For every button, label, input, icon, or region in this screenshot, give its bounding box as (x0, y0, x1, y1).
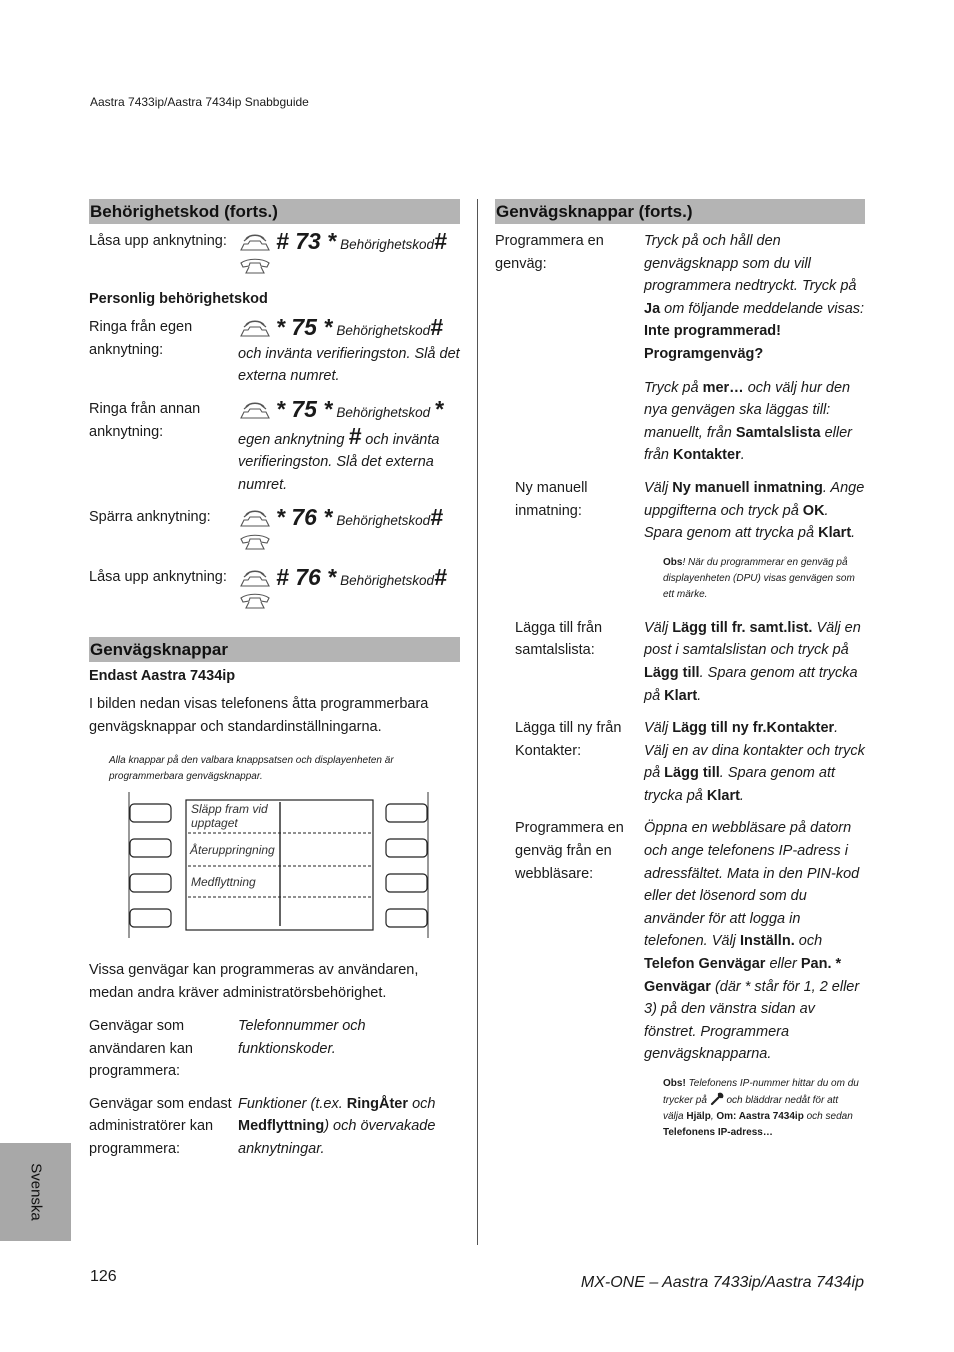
row-label: Låsa upp anknytning: (89, 233, 227, 249)
bold-text: Pan. * Genvägar (644, 956, 842, 995)
phone-on-hook-icon (238, 533, 272, 551)
message-text: Inte programmerad! Programgenväg? (644, 323, 781, 362)
row-label: Genvägar som endast administratörer kan programmera: (89, 1095, 232, 1157)
display-label-slapp: Släpp fram vid upptaget (191, 802, 268, 830)
text: Välj (644, 720, 669, 737)
text: Välj (644, 479, 669, 496)
left-column-bottom (89, 959, 460, 1161)
bold-text: RingÅter (346, 1095, 409, 1112)
row-value (238, 506, 460, 555)
row-text2: och invänta verifieringston. Slå det externa numret. (238, 431, 440, 493)
note-text: , (710, 1111, 714, 1122)
row-label: Programmera en genväg från en webbläsare: (515, 820, 624, 882)
code-prefix: * 76 * (276, 504, 333, 531)
code-prefix: # 76 * (276, 563, 337, 590)
page-number: 126 (90, 1268, 117, 1285)
section-title-genvagsknappar-forts: Genvägsknappar (forts.) (495, 199, 865, 224)
text: . (740, 447, 745, 464)
left-key-1 (130, 804, 171, 822)
bold-text: Lägg till fr. samt.list. (672, 619, 813, 636)
code-end-2: # (348, 422, 362, 449)
code-prefix: * 75 * (276, 395, 333, 422)
language-tab (0, 1143, 71, 1241)
text: Tryck på och håll den genvägsknapp som du vill programmera nedtryckt. Tryck på (644, 233, 857, 295)
row-value (644, 230, 865, 467)
text: ) och övervakade anknytningar. (238, 1118, 436, 1157)
row-label: Lägga till ny från Kontakter: (515, 720, 622, 759)
after-paragraph: Vissa genvägar kan programmeras av användaren, medan andra kräver administratörsbehörighet. (89, 962, 419, 1001)
row-fran-webblasare (495, 817, 865, 1141)
row-value (238, 230, 460, 279)
phone-off-hook-icon (238, 510, 272, 528)
text: Öppna en webbläsare på datorn och ange telefonens IP-adress i adressfältet. Mata in den PIN-kod eller det lösenord som du använder för att logga in telefonen. Välj (644, 820, 860, 950)
text: . (851, 525, 856, 542)
shortcut-keys-diagram (128, 792, 433, 945)
code-prefix: # 73 * (276, 228, 337, 254)
text: och (798, 933, 823, 950)
row-fran-samtalslista (495, 617, 865, 707)
text: eller (769, 956, 797, 973)
phone-off-hook-icon (238, 320, 272, 338)
note-bold: Hjälp (686, 1111, 711, 1122)
row-label: Låsa upp anknytning: (89, 568, 227, 585)
row-lasa-upp-1 (89, 230, 460, 279)
text: . Ange uppgifterna och tryck på (644, 479, 865, 519)
phone-off-hook-icon (238, 234, 272, 252)
text: . Spara genom att trycka på (644, 664, 858, 704)
text: . (739, 787, 744, 804)
row-admin-programmable (89, 1093, 460, 1161)
wrench-icon (710, 1092, 724, 1106)
web-note (644, 1076, 865, 1141)
code-end: # (430, 504, 443, 531)
code-prefix: * 75 * (276, 314, 333, 341)
row-label: Ringa från egen anknytning: (89, 319, 193, 358)
text: och (412, 1095, 436, 1112)
display-label-ateruppringning: Återuppringning (190, 843, 275, 857)
display-label-medflyttning: Medflyttning (191, 875, 256, 889)
code-end: # (430, 314, 443, 341)
code-end: # (434, 563, 447, 590)
right-key-4 (386, 909, 427, 927)
text: . (697, 687, 702, 704)
left-key-4 (130, 909, 171, 927)
text: eller från (644, 424, 852, 464)
code-end: # (434, 228, 447, 254)
paragraph-2 (644, 377, 865, 467)
bold-text: OK (802, 502, 825, 519)
intro-paragraph: I bilden nedan visas telefonens åtta programmerbara genvägsknappar och standardinställningarna. (89, 695, 429, 735)
right-column (495, 199, 865, 1141)
column-divider (477, 199, 478, 1245)
row-label: Genvägar som användaren kan programmera: (89, 1018, 193, 1080)
note-text: ! När du programmerar en genväg på displayenheten (DPU) visas genvägen som ett märke. (663, 556, 855, 600)
row-ringa-annan (89, 395, 460, 496)
subheader-personlig: Personlig behörighetskod (89, 291, 268, 308)
text: Tryck på (644, 379, 699, 396)
keys-diagram-svg (128, 792, 433, 940)
row-value (644, 817, 865, 1141)
code-word: Behörighetskod (340, 237, 434, 252)
right-key-1 (386, 804, 427, 822)
code-word: Behörighetskod (336, 404, 431, 420)
row-value (238, 563, 460, 615)
language-tab-label: Svenska (27, 1163, 45, 1221)
bold-text: Klart (664, 687, 698, 704)
bold-text: Kontakter (673, 447, 741, 464)
bold-text: Lägg till (664, 765, 720, 782)
text: Välj en post i samtalslistan och tryck på (644, 619, 861, 659)
row-user-programmable (89, 1015, 460, 1083)
section-title-behorighetskod: Behörighetskod (forts.) (89, 199, 460, 224)
text: . Välj en av dina kontakter och tryck på (644, 720, 865, 782)
phone-on-hook-icon (238, 592, 272, 610)
bold-text: Telefon Genvägar (644, 956, 766, 973)
row-value (644, 617, 865, 707)
bold-text: Ja (644, 300, 661, 317)
subheader-endast: Endast Aastra 7434ip (89, 667, 236, 684)
row-value: Telefonnummer och funktionskoder. (238, 1018, 366, 1057)
note-bold: Om: Aastra 7434ip (716, 1111, 804, 1122)
row-programmera (495, 230, 865, 467)
row-label: Ringa från annan anknytning: (89, 400, 201, 440)
row-value (238, 395, 460, 496)
row-ny-manuell (495, 477, 865, 603)
section-title-genvagsknappar: Genvägsknappar (89, 637, 460, 662)
note-bold: Obs! (663, 1078, 686, 1089)
row-fran-kontakter (495, 717, 865, 807)
text: . Spara genom att trycka på (644, 502, 829, 542)
note-text: och sedan (806, 1111, 853, 1122)
bold-text: Lägg till (644, 664, 700, 681)
row-text: och invänta verifieringston. Slå det externa numret. (238, 345, 460, 385)
right-key-3 (386, 874, 427, 892)
phone-off-hook-icon (238, 570, 272, 588)
bold-text: Klart (706, 787, 740, 804)
code-word: Behörighetskod (336, 513, 431, 529)
left-column (89, 199, 460, 785)
text: Funktioner (t.ex. (238, 1095, 343, 1112)
code-end: * (434, 395, 444, 422)
running-header: Aastra 7433ip/Aastra 7434ip Snabbguide (90, 95, 309, 109)
row-lasa-upp-2 (89, 563, 460, 615)
phone-on-hook-icon (238, 257, 272, 275)
row-label: Lägga till från samtalslista: (515, 619, 603, 659)
footer-title: MX-ONE – Aastra 7433ip/Aastra 7434ip (580, 1274, 864, 1291)
text: (där * står för 1, 2 eller 3) på den vänstra sidan av fönstret. Programmera genvägsknapparna. (644, 978, 860, 1063)
text: . Spara genom att trycka på (644, 765, 836, 804)
bold-text: Klart (818, 525, 852, 542)
bold-text: Samtalslista (735, 424, 821, 441)
row-label: Programmera en genväg: (495, 233, 604, 272)
bold-text: Lägg till ny fr.Kontakter (672, 720, 835, 737)
bold-text: Inställn. (739, 933, 795, 950)
text: och välj hur den nya genvägen ska läggas till: manuellt, från (644, 379, 851, 441)
row-value (238, 1093, 460, 1161)
text: om följande meddelande visas: (664, 300, 865, 317)
row-value (644, 477, 865, 603)
row-sparra (89, 506, 460, 555)
manual-note (644, 555, 865, 603)
diagram-note: Alla knappar på den valbara knappsatsen och displayenheten är programmerbara genvägsknappar. (109, 754, 394, 782)
row-label: Spärra anknytning: (89, 509, 211, 526)
left-key-2 (130, 839, 171, 857)
code-word: Behörighetskod (340, 572, 434, 588)
bold-text: mer… (702, 379, 744, 396)
row-value (238, 316, 460, 388)
note-text: och bläddrar nedåt för att välja (663, 1095, 839, 1122)
note-bold: Telefonens IP-adress… (663, 1127, 773, 1138)
code-word: Behörighetskod (336, 323, 431, 339)
bold-text: Medflyttning (238, 1118, 325, 1135)
right-key-2 (386, 839, 427, 857)
phone-off-hook-icon (238, 402, 272, 420)
row-text1: egen anknytning (238, 431, 345, 448)
note-bold: Obs (663, 556, 683, 568)
text: Välj (644, 619, 669, 636)
row-ringa-egen (89, 316, 460, 388)
note-text: Telefonens IP-nummer hittar du om du trycker på (663, 1078, 859, 1106)
row-label: Ny manuell inmatning: (515, 479, 588, 519)
row-value (644, 717, 865, 807)
left-key-3 (130, 874, 171, 892)
bold-text: Ny manuell inmatning (672, 479, 823, 496)
